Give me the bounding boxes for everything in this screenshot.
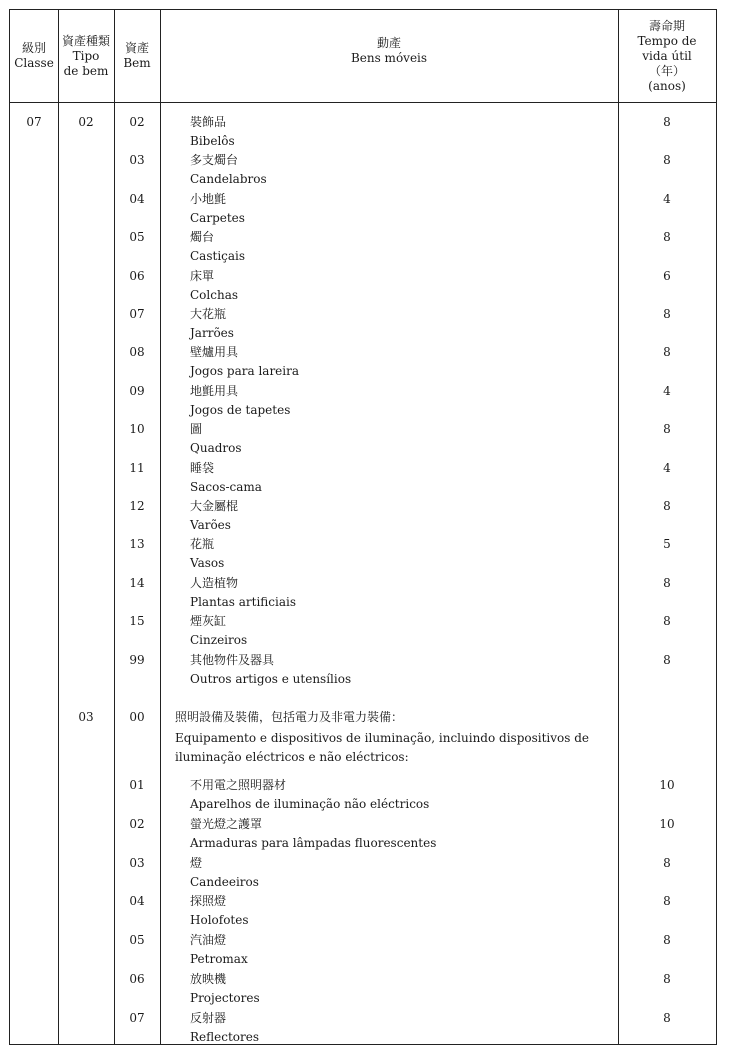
life-years: 8 xyxy=(663,614,671,628)
bem-code: 01 xyxy=(129,778,145,792)
life-years: 8 xyxy=(663,307,671,321)
item-name-zh: 汽油燈 xyxy=(190,933,227,947)
item-name-pt: Varões xyxy=(190,518,231,532)
bem-code: 06 xyxy=(129,972,145,986)
item-name-pt: Bibelôs xyxy=(190,134,235,148)
column-divider xyxy=(160,10,161,1044)
life-years: 4 xyxy=(663,192,671,206)
item-name-pt: Candelabros xyxy=(190,172,267,186)
life-years: 8 xyxy=(663,653,671,667)
bem-code: 00 xyxy=(129,710,145,724)
item-name-zh: 人造植物 xyxy=(190,576,239,590)
item-name-pt: Projectores xyxy=(190,991,260,1005)
item-name-zh: 睡袋 xyxy=(190,461,215,475)
bem-code: 15 xyxy=(129,614,145,628)
item-name-zh: 放映機 xyxy=(190,972,227,986)
item-name-pt: Jogos para lareira xyxy=(190,364,300,378)
bem-code: 10 xyxy=(129,422,145,436)
bem-code: 99 xyxy=(129,653,145,667)
tipo-value: 02 xyxy=(78,115,94,129)
item-name-zh: 反射器 xyxy=(190,1011,227,1025)
header-life-unit-zh: （年） xyxy=(648,63,685,78)
column-divider xyxy=(58,10,59,1044)
life-years: 8 xyxy=(663,1011,671,1025)
life-years: 8 xyxy=(663,230,671,244)
life-years: 8 xyxy=(663,499,671,513)
bem-code: 03 xyxy=(129,153,145,167)
header-life xyxy=(618,10,716,102)
item-name-zh: 大花瓶 xyxy=(190,307,227,321)
header-tipo-zh: 資產種類 xyxy=(61,33,110,48)
bem-code: 02 xyxy=(129,817,145,831)
item-name-pt: Reflectores xyxy=(190,1030,260,1044)
item-name-pt: Holofotes xyxy=(190,913,249,927)
item-name-pt: Aparelhos de iluminação não eléctricos xyxy=(190,797,430,811)
item-name-zh: 床單 xyxy=(190,269,215,283)
bem-code: 13 xyxy=(129,537,145,551)
header-bem-pt: Bem xyxy=(123,56,151,70)
item-name-pt: Jogos de tapetes xyxy=(190,403,291,417)
bem-code: 08 xyxy=(129,345,145,359)
header-classe-pt: Classe xyxy=(14,56,54,70)
life-years: 4 xyxy=(663,461,671,475)
header-classe-zh: 級別 xyxy=(21,41,46,55)
bem-code: 14 xyxy=(129,576,145,590)
item-name-zh: 燈 xyxy=(190,856,203,870)
life-years: 10 xyxy=(659,778,675,792)
item-name-zh: 裝飾品 xyxy=(190,115,227,129)
life-years: 6 xyxy=(663,269,671,283)
item-name-pt: Carpetes xyxy=(190,211,245,225)
item-name-zh: 燭台 xyxy=(190,230,215,244)
life-years: 8 xyxy=(663,933,671,947)
life-years: 8 xyxy=(663,115,671,129)
bem-code: 06 xyxy=(129,269,145,283)
life-years: 8 xyxy=(663,153,671,167)
header-life-pt-2: vida útil xyxy=(642,48,692,63)
bem-code: 04 xyxy=(129,192,145,206)
item-name-pt: Armaduras para lâmpadas fluorescentes xyxy=(190,836,437,850)
life-years: 8 xyxy=(663,972,671,986)
item-name-zh: 不用電之照明器材 xyxy=(190,778,287,792)
header-life-zh: 壽命期 xyxy=(648,18,685,33)
bem-code: 07 xyxy=(129,1011,145,1025)
header-life-unit-pt: (anos) xyxy=(648,78,686,93)
life-years: 8 xyxy=(663,576,671,590)
item-name-zh: 大金屬棍 xyxy=(190,499,239,513)
bem-code: 11 xyxy=(129,461,145,475)
bem-code: 07 xyxy=(129,307,145,321)
item-name-zh: 圖 xyxy=(190,422,203,436)
bem-code: 04 xyxy=(129,894,145,908)
classe-value: 07 xyxy=(26,115,42,129)
item-name-zh: 其他物件及器具 xyxy=(190,653,275,667)
tipo-value: 03 xyxy=(78,710,94,724)
header-description xyxy=(160,10,618,102)
life-years: 8 xyxy=(663,856,671,870)
section-title-zh: 照明設備及裝備，包括電力及非電力裝備： xyxy=(175,710,404,724)
bem-code: 03 xyxy=(129,856,145,870)
header-bem xyxy=(114,10,160,102)
item-name-pt: Plantas artificiais xyxy=(190,595,297,609)
item-name-pt: Sacos-cama xyxy=(190,480,262,494)
item-name-zh: 多支燭台 xyxy=(190,153,239,167)
item-name-zh: 小地氈 xyxy=(190,192,227,206)
header-desc-zh: 動產 xyxy=(376,36,401,50)
section-title-pt: Equipamento e dispositivos de iluminação, incluindo dispositivos de iluminação eléctricos e não eléctricos: xyxy=(175,731,590,764)
header-classe xyxy=(10,10,58,102)
bem-code: 02 xyxy=(129,115,145,129)
item-name-zh: 花瓶 xyxy=(190,537,215,551)
item-name-pt: Candeeiros xyxy=(190,875,259,889)
header-divider xyxy=(10,102,716,103)
header-bem-zh: 資產 xyxy=(124,41,149,55)
item-name-zh: 煙灰缸 xyxy=(190,614,227,628)
bem-code: 12 xyxy=(129,499,145,513)
header-tipo-pt: Tipo xyxy=(72,48,100,63)
asset-table xyxy=(9,9,717,1045)
item-name-pt: Cinzeiros xyxy=(190,633,248,647)
item-name-zh: 探照燈 xyxy=(190,894,227,908)
bem-code: 05 xyxy=(129,933,145,947)
header-tipo-pt-2: de bem xyxy=(63,63,109,78)
life-years: 8 xyxy=(663,422,671,436)
item-name-pt: Jarrões xyxy=(190,326,234,340)
life-years: 10 xyxy=(659,817,675,831)
life-years: 8 xyxy=(663,345,671,359)
item-name-pt: Castiçais xyxy=(190,249,246,263)
item-name-pt: Outros artigos e utensílios xyxy=(190,672,352,686)
life-years: 8 xyxy=(663,894,671,908)
life-years: 4 xyxy=(663,384,671,398)
item-name-zh: 壁爐用具 xyxy=(190,345,239,359)
bem-code: 05 xyxy=(129,230,145,244)
life-years: 5 xyxy=(663,537,671,551)
item-name-pt: Quadros xyxy=(190,441,242,455)
header-tipo xyxy=(58,10,114,102)
bem-code: 09 xyxy=(129,384,145,398)
item-name-pt: Vasos xyxy=(190,556,225,570)
item-name-zh: 螢光燈之護罩 xyxy=(190,817,263,831)
item-name-zh: 地氈用具 xyxy=(190,384,239,398)
item-name-pt: Petromax xyxy=(190,952,248,966)
item-name-pt: Colchas xyxy=(190,288,239,302)
header-life-pt: Tempo de xyxy=(637,33,697,48)
header-desc-pt: Bens móveis xyxy=(350,51,428,65)
